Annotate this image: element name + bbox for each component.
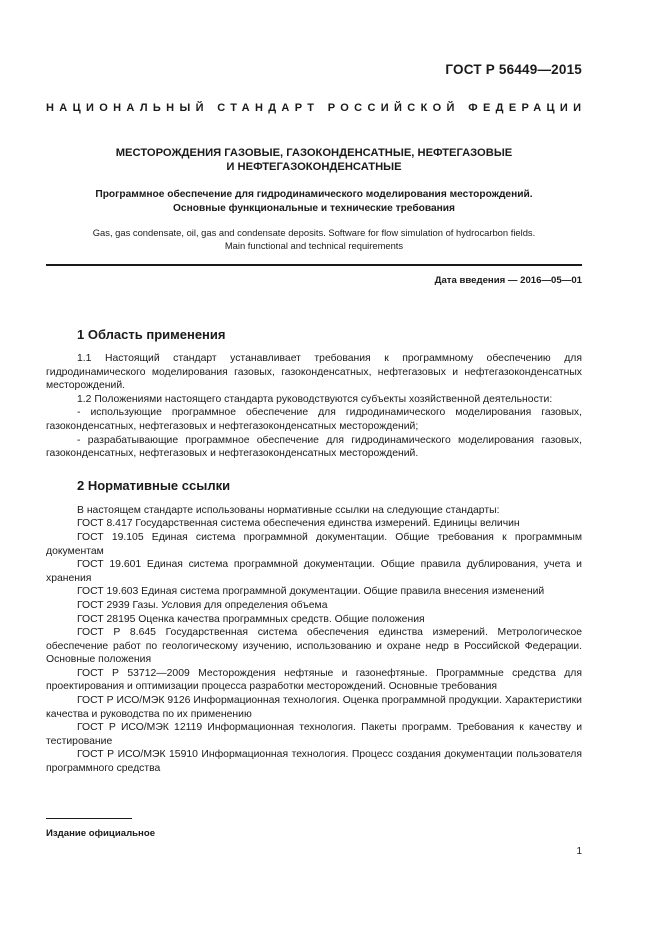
paragraph: 1.1 Настоящий стандарт устанавливает требования к программному обеспечению для гидродинамического моделирования газовых, газоконденсатных, нефтегазовых и нефтегазоконденсатных месторождений. bbox=[46, 353, 582, 392]
title-block bbox=[46, 146, 582, 252]
subtitle-line: Основные функциональные и технические требования bbox=[172, 203, 455, 214]
reference-item: ГОСТ Р 8.645 Государственная система обеспечения единства измерений. Метрологическое обеспечение работ по геологическому изучению, использованию и охране недр в Российской Федерации. Основные положения bbox=[46, 627, 582, 666]
title-line: И НЕФТЕГАЗОКОНДЕНСАТНЫЕ bbox=[226, 161, 402, 173]
title-line: МЕСТОРОЖДЕНИЯ ГАЗОВЫЕ, ГАЗОКОНДЕНСАТНЫЕ, НЕФТЕГАЗОВЫЕ bbox=[115, 147, 513, 159]
reference-item: ГОСТ 19.105 Единая система программной документации. Общие требования к программным документам bbox=[46, 531, 582, 557]
subtitle-line: Программное обеспечение для гидродинамического моделирования месторождений. bbox=[95, 189, 533, 200]
section-body-references bbox=[46, 504, 582, 776]
english-title-line: Main functional and technical requirements bbox=[224, 240, 404, 251]
page-number: 1 bbox=[576, 846, 582, 857]
standard-number: ГОСТ Р 56449—2015 bbox=[445, 62, 582, 77]
paragraph: 1.2 Положениями настоящего стандарта руководствуются субъекты хозяйственной деятельности: bbox=[77, 393, 553, 405]
reference-item: ГОСТ 28195 Оценка качества программных средств. Общие положения bbox=[77, 613, 425, 625]
english-title bbox=[46, 226, 582, 252]
reference-item: ГОСТ Р ИСО/МЭК 12119 Информационная технология. Пакеты программ. Требования к качеству и тестирование bbox=[46, 722, 582, 747]
reference-item: ГОСТ Р ИСО/МЭК 9126 Информационная технология. Оценка программной продукции. Характеристики качества и руководства по их применению bbox=[46, 695, 582, 720]
list-item: - использующие программное обеспечение для гидродинамического моделирования газовых, газоконденсатных, нефтегазовых и нефтегазоконденсатных месторождений; bbox=[46, 407, 582, 432]
document-title bbox=[46, 146, 582, 174]
list-item: - разрабатывающие программное обеспечение для гидродинамического моделирования газовых, газоконденсатных, нефтегазовых и нефтегазоконденсатных месторождений. bbox=[46, 434, 582, 460]
english-title-line: Gas, gas condensate, oil, gas and condensate deposits. Software for flow simulation of hydrocarbon fields. bbox=[92, 227, 536, 238]
section-heading-scope: 1 Область применения bbox=[77, 327, 226, 342]
edition-note: Издание официальное bbox=[46, 828, 156, 839]
document-body bbox=[46, 326, 582, 776]
introduction-date: Дата введения — 2016—05—01 bbox=[434, 275, 582, 286]
national-standard-banner: НАЦИОНАЛЬНЫЙ СТАНДАРТ РОССИЙСКОЙ ФЕДЕРАЦИИ bbox=[46, 102, 587, 114]
reference-item: ГОСТ Р ИСО/МЭК 15910 Информационная технология. Процесс создания документации пользователя программного средства bbox=[46, 749, 582, 775]
footer-divider bbox=[46, 818, 132, 819]
reference-item: ГОСТ 19.601 Единая система программной документации. Общие правила дублирования, учета и хранения bbox=[46, 559, 582, 584]
document-subtitle bbox=[46, 188, 582, 216]
paragraph: В настоящем стандарте использованы нормативные ссылки на следующие стандарты: bbox=[77, 504, 500, 516]
reference-item: ГОСТ 2939 Газы. Условия для определения объема bbox=[77, 599, 328, 611]
reference-item: ГОСТ 8.417 Государственная система обеспечения единства измерений. Единицы величин bbox=[77, 518, 520, 530]
title-divider bbox=[46, 264, 582, 266]
section-normative-references bbox=[46, 477, 582, 776]
section-body-scope bbox=[46, 352, 582, 461]
reference-item: ГОСТ Р 53712—2009 Месторождения нефтяные и газонефтяные. Программные средства для проектирования и оптимизации процесса разработки месторождений. Основные требования bbox=[46, 667, 582, 693]
section-heading-references: 2 Нормативные ссылки bbox=[77, 477, 231, 493]
reference-item: ГОСТ 19.603 Единая система программной документации. Общие правила внесения изменений bbox=[77, 586, 545, 598]
